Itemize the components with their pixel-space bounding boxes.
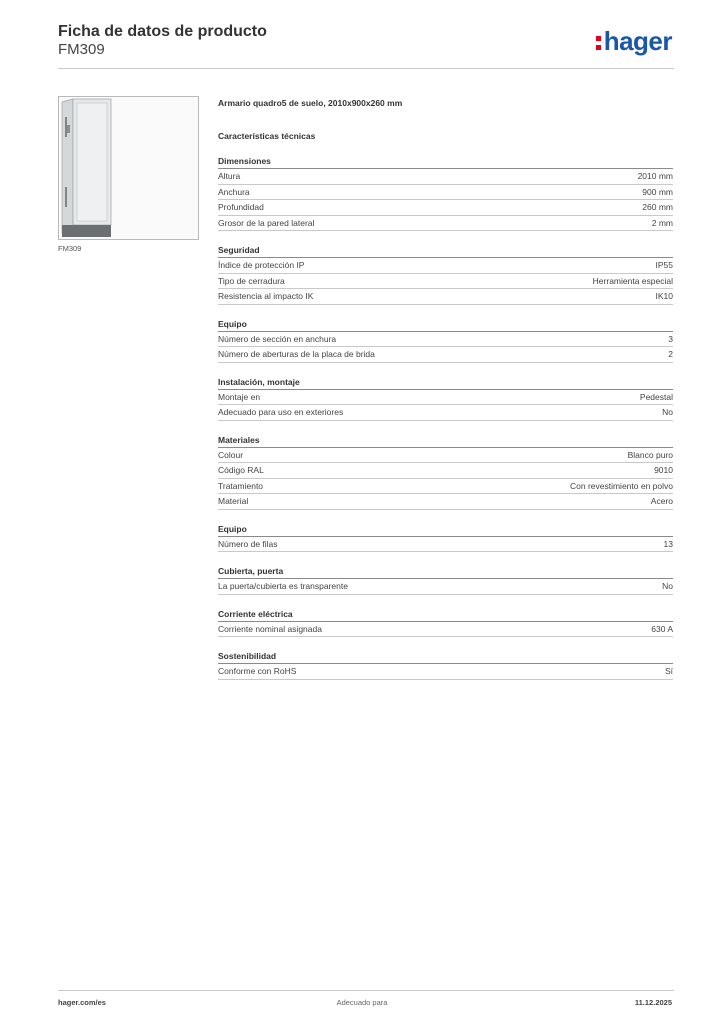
spec-row <box>218 405 673 421</box>
spec-label: Material <box>218 496 249 506</box>
footer-divider <box>58 990 674 991</box>
cabinet-illustration <box>59 97 198 239</box>
footer-date: 11.12.2025 <box>634 998 672 1007</box>
spec-value: No <box>662 407 673 417</box>
spec-value: 900 mm <box>642 186 673 197</box>
spec-section <box>218 649 673 680</box>
hager-logo <box>596 26 672 56</box>
section-title: Cubierta, puerta <box>218 564 673 579</box>
spec-label: Corriente nominal asignada <box>218 623 322 634</box>
footer-website: hager.com/es <box>58 998 106 1007</box>
spec-row <box>218 537 673 553</box>
spec-row <box>218 479 673 495</box>
section-title: Seguridad <box>218 243 673 258</box>
spec-section <box>218 433 673 510</box>
spec-section <box>218 564 673 595</box>
footer-note: Adecuado para <box>336 998 388 1007</box>
spec-row <box>218 622 673 638</box>
spec-value: Blanco puro <box>627 449 673 460</box>
spec-row <box>218 664 673 680</box>
page-title: Ficha de datos de producto <box>58 23 267 40</box>
spec-value: 3 <box>668 333 673 344</box>
product-title: Armario quadro5 de suelo, 2010x900x260 mm <box>218 98 403 108</box>
section-title: Sostenibilidad <box>218 649 673 664</box>
spec-value: 260 mm <box>642 202 673 212</box>
spec-sections <box>218 154 673 680</box>
tech-heading: Características técnicas <box>218 131 316 141</box>
spec-value: 2 <box>668 349 673 359</box>
spec-label: Colour <box>218 449 244 460</box>
spec-row <box>218 579 673 595</box>
spec-label: Montaje en <box>218 391 261 402</box>
spec-row <box>218 289 673 305</box>
spec-value: 2 mm <box>651 217 673 228</box>
spec-section <box>218 522 673 553</box>
spec-value: IK10 <box>655 291 673 301</box>
section-title: Materiales <box>218 433 673 448</box>
section-title: Corriente eléctrica <box>218 607 673 622</box>
image-caption: FM309 <box>58 244 82 253</box>
spec-section <box>218 154 673 231</box>
spec-label: Tratamiento <box>218 480 264 491</box>
spec-label: Grosor de la pared lateral <box>218 217 315 228</box>
logo-dots-icon <box>596 33 602 51</box>
spec-label: Código RAL <box>218 465 264 475</box>
spec-label: Resistencia al impacto IK <box>218 291 314 301</box>
spec-label: Tipo de cerradura <box>218 275 285 286</box>
spec-row <box>218 200 673 216</box>
spec-value: Sí <box>664 666 673 676</box>
spec-value: No <box>662 581 673 591</box>
spec-label: Número de sección en anchura <box>218 333 337 344</box>
spec-value: 13 <box>663 538 673 549</box>
spec-label: Conforme con RoHS <box>218 666 297 676</box>
product-details <box>218 96 673 680</box>
spec-label: Índice de protección IP <box>218 260 305 270</box>
spec-value: 2010 mm <box>637 171 673 181</box>
logo-text: hager <box>603 26 672 56</box>
spec-row <box>218 185 673 201</box>
spec-row <box>218 258 673 274</box>
spec-section <box>218 243 673 305</box>
spec-label: Profundidad <box>218 202 264 212</box>
spec-value: Acero <box>650 496 673 506</box>
section-title: Dimensiones <box>218 154 673 169</box>
spec-value: 9010 <box>654 465 673 475</box>
section-title: Equipo <box>218 317 673 332</box>
document-header <box>58 22 267 59</box>
spec-row <box>218 169 673 185</box>
spec-label: Altura <box>218 171 241 181</box>
header-divider <box>58 68 674 69</box>
page-subtitle: FM309 <box>58 41 105 58</box>
spec-value: Con revestimiento en polvo <box>569 480 673 491</box>
spec-label: Número de aberturas de la placa de brida <box>218 349 375 359</box>
spec-label: Número de filas <box>218 538 278 549</box>
spec-row <box>218 347 673 363</box>
spec-section <box>218 317 673 363</box>
spec-value: IP55 <box>655 260 673 270</box>
spec-label: La puerta/cubierta es transparente <box>218 581 348 591</box>
spec-row <box>218 463 673 479</box>
spec-row <box>218 216 673 232</box>
spec-section <box>218 607 673 638</box>
section-title: Equipo <box>218 522 673 537</box>
spec-label: Adecuado para uso en exteriores <box>218 407 344 417</box>
spec-label: Anchura <box>218 186 250 197</box>
spec-row <box>218 274 673 290</box>
section-title: Instalación, montaje <box>218 375 673 390</box>
spec-value: 630 A <box>651 623 673 634</box>
product-image <box>58 96 199 240</box>
spec-row <box>218 332 673 348</box>
spec-row <box>218 390 673 406</box>
spec-section <box>218 375 673 421</box>
spec-row <box>218 494 673 510</box>
spec-row <box>218 448 673 464</box>
spec-value: Herramienta especial <box>592 275 673 286</box>
spec-value: Pedestal <box>639 391 673 402</box>
